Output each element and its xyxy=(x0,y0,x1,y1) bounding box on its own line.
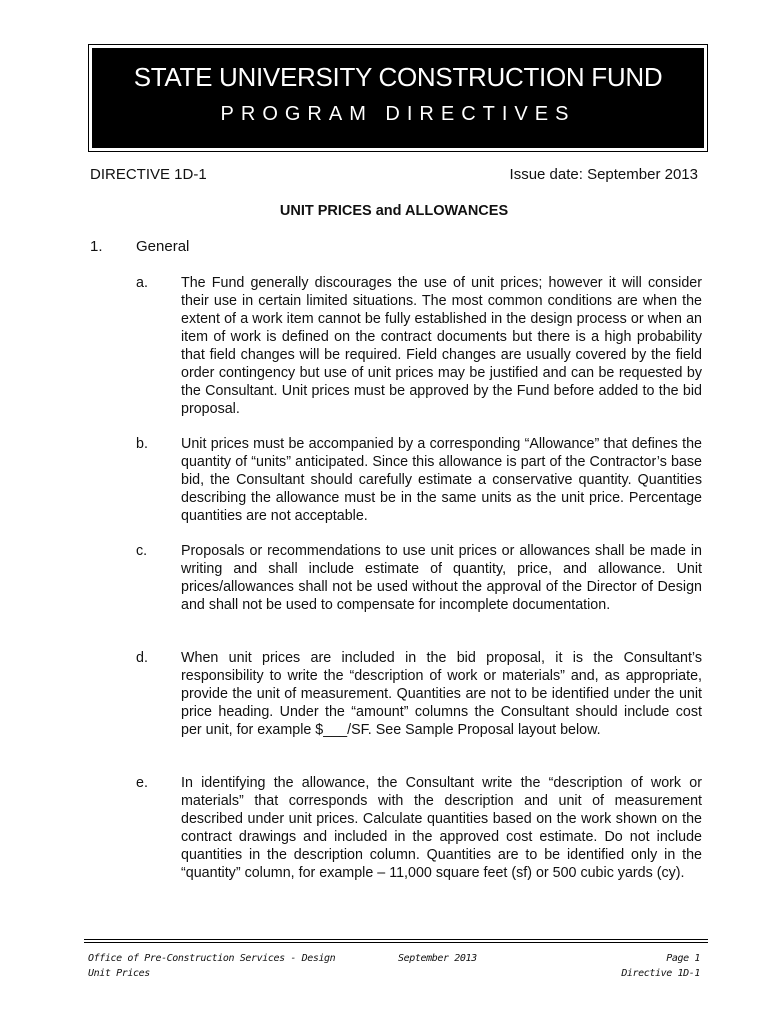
footer-office: Office of Pre-Construction Services - Design xyxy=(88,953,336,964)
list-item-letter: d. xyxy=(136,650,148,666)
issue-date: Issue date: September 2013 xyxy=(509,166,698,183)
section-label: General xyxy=(136,238,190,255)
footer-left xyxy=(88,951,335,981)
section-number: 1. xyxy=(90,238,103,255)
directive-number: DIRECTIVE 1D-1 xyxy=(90,166,207,183)
list-item-letter: c. xyxy=(136,543,148,559)
header-banner xyxy=(88,44,708,152)
footer-topic: Unit Prices xyxy=(88,968,150,979)
footer-divider xyxy=(84,942,708,943)
list-item-text: The Fund generally discourages the use of unit prices; however it will consider their use in certain limited situations. The most common conditions are when the extent of a work item cannot be fully established in the design process or when an item of work is defined on the contract documents but there is a high probability that field changes will be required. Field changes are usually covered by the field order contingency but use of unit prices may be justified and can be requested by the Consultant. Unit prices must be approved by the Fund before added to the bid proposal. xyxy=(181,275,702,417)
list-item-letter: b. xyxy=(136,436,148,452)
footer-page: Page 1 xyxy=(666,953,700,964)
banner-title: STATE UNIVERSITY CONSTRUCTION FUND xyxy=(133,62,663,92)
list-item-text: Unit prices must be accompanied by a corresponding “Allowance” that defines the quantity of “units” anticipated. Since this allowance is part of the Contractor’s base bid, the Consultant should carefully estimate a conservative quantity. Quantities describing the allowance must be in the same units as the unit price. Percentage quantities are not acceptable. xyxy=(181,436,702,524)
footer-date: September 2013 xyxy=(398,953,477,964)
list-item-letter: e. xyxy=(136,775,148,791)
header-banner-fill xyxy=(92,48,704,148)
list-item-text: When unit prices are included in the bid proposal, it is the Consultant’s responsibility to write the “description of work or materials” and, as appropriate, provide the unit of measurement. Quantities are not to be identified under the unit price heading. Under the “amount” columns the Consultant should include cost per unit, for example $___/SF. See Sample Proposal layout below. xyxy=(181,650,702,738)
footer-divider xyxy=(84,939,708,940)
list-item-letter: a. xyxy=(136,275,148,291)
banner-subtitle: PROGRAM DIRECTIVES xyxy=(220,103,576,125)
list-item-text: In identifying the allowance, the Consultant write the “description of work or materials” that corresponds with the description and unit of measurement described under unit prices. Calculate quantities based on the work shown on the contract drawings and included in the approved cost estimate. Do not include quantities in the description column. Quantities are to be identified only in the “quantity” column, for example – 11,000 square feet (sf) or 500 cubic yards (cy). xyxy=(181,775,702,881)
footer-right xyxy=(621,951,700,981)
list-item-text: Proposals or recommendations to use unit prices or allowances shall be made in writing and shall include estimate of quantity, price, and allowance. Unit prices/allowances shall not be used without the approval of the Director of Design and shall not be used to compensate for incomplete documentation. xyxy=(181,543,702,613)
footer-directive: Directive 1D-1 xyxy=(621,968,700,979)
document-title: UNIT PRICES and ALLOWANCES xyxy=(279,203,509,219)
